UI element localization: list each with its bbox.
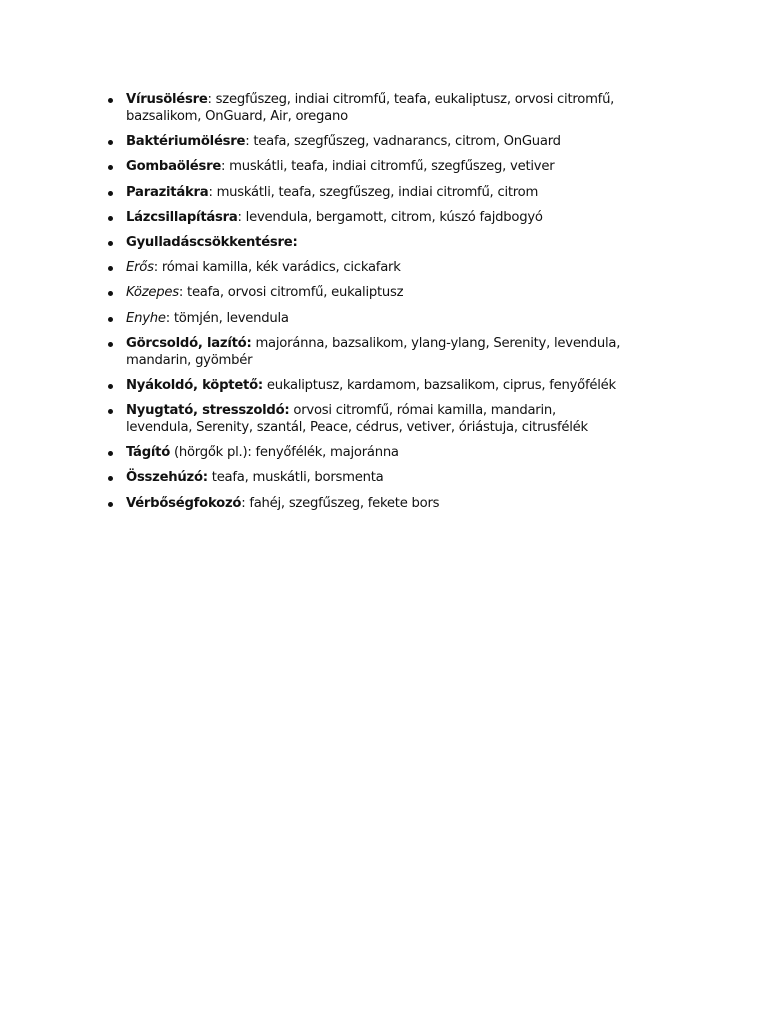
item-term: Enyhe <box>126 310 166 326</box>
item-text: : teafa, orvosi citromfű, eukaliptusz <box>178 285 404 301</box>
item-text: : muskátli, teafa, szegfűszeg, indiai citromfű, citrom <box>208 184 539 200</box>
list-item-dilating <box>105 444 625 461</box>
item-text: : fahéj, szegfűszeg, fekete bors <box>241 495 440 511</box>
list-item-astringent <box>105 469 625 486</box>
list-item-strong <box>105 259 625 276</box>
item-text: majoránna, bazsalikom, ylang-ylang, Serenity, levendula, mandarin, gyömbér <box>126 335 621 368</box>
item-term: Közepes <box>126 285 179 301</box>
item-text: orvosi citromfű, római kamilla, mandarin, levendula, Serenity, szantál, Peace, cédrus, vetiver, óriástuja, citrusfélék <box>126 403 588 436</box>
item-term: Összehúzó: <box>126 470 208 486</box>
item-text: eukaliptusz, kardamom, bazsalikom, ciprus, fenyőfélék <box>262 377 616 393</box>
item-term: Vírusölésre <box>126 92 208 107</box>
list-item-circulation <box>105 495 625 512</box>
list-item-calming <box>105 402 625 436</box>
item-term: Tágító <box>126 445 171 461</box>
list-item-expectorant <box>105 377 625 394</box>
item-term: Nyákoldó, köptető: <box>126 377 263 393</box>
item-text: : római kamilla, kék varádics, cickafark <box>153 260 401 276</box>
list-item-inflammation <box>105 234 625 251</box>
list-item-viruses <box>105 91 625 125</box>
list-item-fungi <box>105 158 625 175</box>
item-term: Vérbőségfokozó <box>126 495 242 511</box>
item-text: teafa, muskátli, borsmenta <box>207 470 384 486</box>
item-text: : teafa, szegfűszeg, vadnarancs, citrom, OnGuard <box>245 134 561 150</box>
list-item-bacteria <box>105 133 625 150</box>
item-text: : levendula, bergamott, citrom, kúszó fajdbogyó <box>237 209 543 225</box>
item-term: Baktériumölésre <box>126 134 246 150</box>
item-term: Görcsoldó, lazító: <box>126 335 252 351</box>
item-term: Nyugtató, stresszoldó: <box>126 403 290 419</box>
item-term: Gombaölésre <box>126 159 222 175</box>
item-text: : muskátli, teafa, indiai citromfű, szegfűszeg, vetiver <box>221 159 555 175</box>
item-term: Lázcsillapításra <box>126 209 238 225</box>
item-text: (hörgők pl.): fenyőfélék, majoránna <box>170 445 399 461</box>
item-term: Parazitákra <box>126 184 209 200</box>
item-text: : tömjén, levendula <box>165 310 289 326</box>
list-item-parasites <box>105 184 625 201</box>
list-item-antispasmodic <box>105 335 625 369</box>
item-term: Erős <box>126 260 154 276</box>
remedy-list <box>105 91 625 520</box>
list-item-mild <box>105 310 625 327</box>
item-text: : szegfűszeg, indiai citromfű, teafa, eukaliptusz, orvosi citromfű, bazsalikom, OnGuard, Air, oregano <box>126 92 615 124</box>
item-term: Gyulladáscsökkentésre: <box>126 234 298 250</box>
list-item-medium <box>105 284 625 301</box>
list-item-fever <box>105 209 625 226</box>
